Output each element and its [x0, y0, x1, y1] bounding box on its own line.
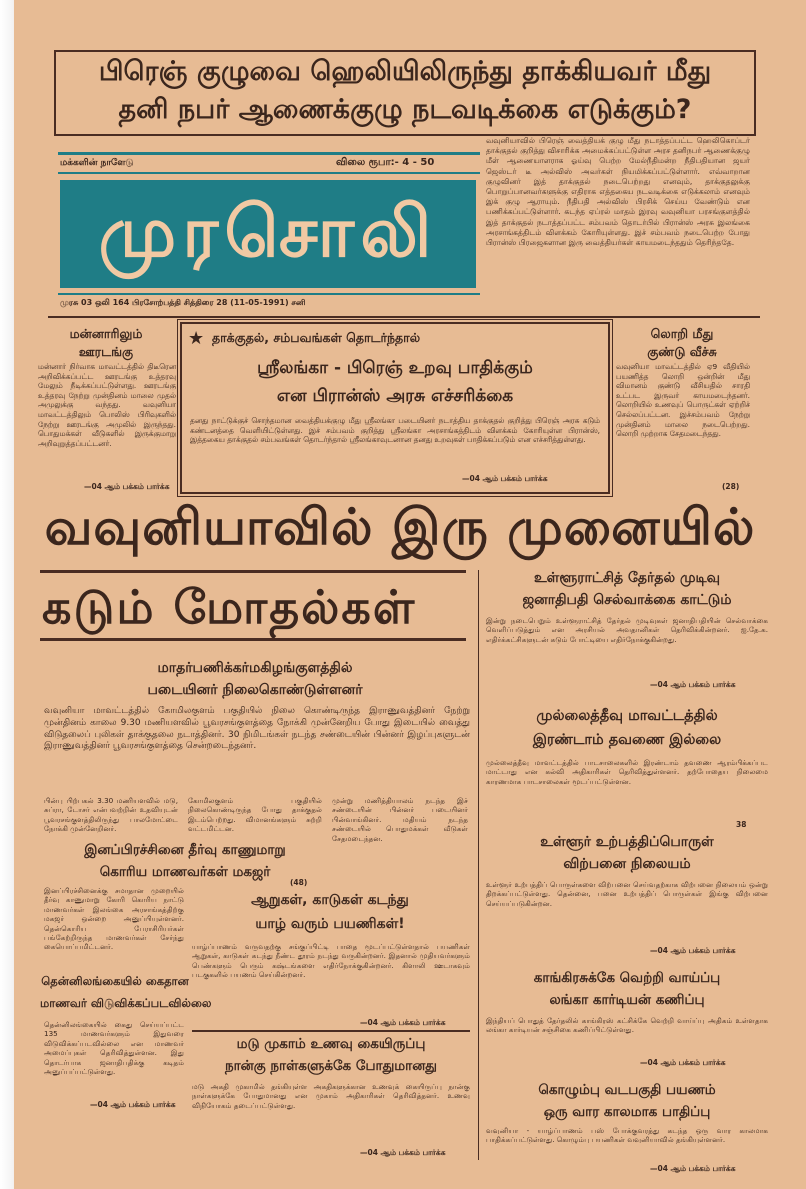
mullaitivu-continued: 38: [736, 820, 747, 829]
madhu-body: மடு அகதி முகாமில் தங்கியுள்ள அகதிகளுக்கான உணவுக் கையிருப்பு நான்கு நாள்களுக்கே போதுமானது என முகாம் அதிகாரிகள் தெரிவித்தனர். உணவு விநியோகம் தடைப்பட்டுள்ளது.: [192, 1082, 470, 1110]
price-label: விலை ரூபா:- 4 - 50: [336, 157, 435, 168]
top-story-body: வவுனியாவில் பிரெஞ் வைத்தியக் குழு மீது நடாத்தப்பட்ட ஹெலிகொப்டர் தாக்குதல் குறித்து விசாரிக்க அமைக்கப்பட்டுள்ள அரச தனிநபர் ஆணைக்குழு மீள் ஆணையாளராக ஓய்வு பெற்ற மேல்நீதிமன்ற நீதிபதியான ஜயர் ஜெஸ்டர் டீ அல்விஸ் அவர்கள் நியமிக்கப்பட்டுள்ளார். எவ்வாறான குழுவினர் இத் தாக்குதல் நடைபெற்றது எனவும், தாக்குதலுக்கு பொறுப்பானவர்களுக்கு எதிராக எத்தகைய நடவடிக்கை எடுக்கலாம் எனவும் இக் குழு ஆராயும். நீதிபதி அல்விஸ் பிரசிக் செய்ய வேண்டும் என பணிக்கப்பட்டுள்ளார். கடந்த ஏப்ரல் மாதம் இரவு வவுனியா பரசங்குளத்தில் இத் தாக்குதல் நடாத்தப்பட்ட சம்பவம் தொடர்பில் பிரான்ஸ் அரசு இலங்கை அரசாங்கத்திடம் விளக்கம் கோரியுள்ளது. இச் சம்பவம் நடைபெற்ற போது பிரான்ஸ் பிரஜைகளான இரு வைத்தியர்கள் காயமடைந்ததும் தெரிந்ததே.: [486, 136, 750, 248]
students-headline-line2: கொரிய மாணவர்கள் மகஜர்: [99, 864, 271, 880]
south-headline-line1: தென்னிலங்கையில் கைதான: [41, 974, 189, 988]
colombo-headline-line2: ஒரு வார காலமாக பாதிப்பு: [543, 1104, 711, 1120]
main-subhead-line2: படையினர் நிலைகொண்டுள்ளனர்: [147, 682, 363, 698]
south-continued: —04 ஆம் பக்கம் பார்க்க: [90, 1100, 176, 1109]
goods-headline-line2: விற்பனை நிலையம்: [563, 856, 691, 872]
goods-continued: —04 ஆம் பக்கம் பார்க்க: [650, 946, 736, 955]
left-story-continued: —04 ஆம் பக்கம் பார்க்க: [84, 482, 170, 491]
congress-body: இந்தியப் பொதுத் தேர்தலில் காங்கிரஸ் கட்சிக்கே வெற்றி வாய்ப்பு அதிகம் உள்ளதாக லங்கா கார்டியன் சஞ்சிகை கணிப்பிட்டுள்ளது.: [486, 1016, 768, 1035]
france-body: தனது நாட்டுக்குச் சொந்தமான வைத்தியக்குழு மீது ஸ்ரீலங்கா படையினர் நடாத்திய தாக்குதல் குறித்து பிரெஞ் அரசு கடும் கண்டனத்தை வெளியிட்டுள்ளது. இச் சம்பவம் குறித்து ஸ்ரீலங்கா அரசாங்கத்திடம் விளக்கம் கோரியுள்ள பிரான்ஸ், இத்தகைய தாக்குதல் சம்பவங்கள் தொடர்ந்தால் ஸ்ரீலங்காவுடனான தனது உறவுகள் பாதிக்கப்படும் என எச்சரித்துள்ளது.: [190, 416, 600, 445]
colombo-continued: —04 ஆம் பக்கம் பார்க்க: [650, 1164, 736, 1173]
left-headline-line1: மன்னாரிலும்: [69, 326, 143, 341]
front-page: [30, 30, 786, 1180]
madhu-headline-line1: மடு முகாம் உணவு கையிருப்பு: [236, 1036, 426, 1052]
france-headline-line1: ஸ்ரீலங்கா - பிரெஞ் உறவு பாதிக்கும்: [257, 358, 533, 378]
south-headline-line2: மாணவர் விடுவிக்கப்படவில்லை: [40, 996, 212, 1010]
mullaitivu-headline-line2: இரண்டாம் தவணை இல்லை: [532, 732, 722, 748]
left-story-body: மன்னார் நிர்வாக மாவட்டத்தில் திடீரென அறிவிக்கப்பட்ட ஊரடங்கு உத்தரவு மேலும் நீடிக்கப்பட்டுள்ளது. ஊரடங்கு உத்தரவு நேற்று முன்தினம் மாலை முதல் அமுலுக்கு வந்தது. வவுனியா மாவட்டத்திலும் பொலிஸ் பிரிவுகளில் நேற்று ஊரடங்கு அமுலில் இருந்தது. பொதுமக்கள் வீடுகளில் இருக்குமாறு அறிவுறுத்தப்பட்டனர்.: [38, 362, 176, 448]
students-body: இனப்பிரச்சினைக்கு சமாதான முறையில் தீர்வு காணுமாறு கோரி கொரிய நாட்டு மாணவர்கள் இலங்கை அரசாங்கத்திற்கு மகஜர் ஒன்றை அனுப்பியுள்ளனர். தென்கொரிய பேராசிரியர்கள் பங்கேற்றிருந்த மாணவர்கள் சேர்ந்து கையொப்பமிட்டனர்.: [44, 886, 184, 952]
masthead-title-banner: [60, 180, 476, 288]
colombo-body: வவுனியா - யாழ்ப்பாணம் பஸ் போக்குவரத்து கடந்த ஒரு வார காலமாக பாதிக்கப்பட்டுள்ளது. கொழும்பு பயணிகள் வவுனியாவில் தங்கியுள்ளனர்.: [486, 1126, 768, 1145]
congress-continued: —04 ஆம் பக்கம் பார்க்க: [640, 1058, 726, 1067]
right-headline-line1: லொறி மீது: [650, 326, 714, 341]
top-story-headline-box: [54, 50, 756, 136]
masthead-title: முரசொலி: [98, 191, 438, 273]
mullaitivu-body: முல்லைத்தீவு மாவட்டத்தில் பாடசாலைகளில் இரண்டாம் தவணை ஆரம்பிக்கப்பட மாட்டாது என கல்வி அதிகாரிகள் தெரிவித்துள்ளனர். தற்போதைய நிலைமை காரணமாக பாடசாலைகள் மூடப்பட்டுள்ளன.: [486, 758, 768, 786]
congress-headline-line1: காங்கிரசுக்கே வெற்றி வாய்ப்பு: [533, 970, 721, 986]
main-headline-line2: கடும் மோதல்கள்: [42, 580, 417, 634]
star-icon: ★: [188, 328, 205, 349]
rivers-headline-line2: யாழ் வரும் பயணிகள்!: [255, 916, 405, 932]
election-continued: —04 ஆம் பக்கம் பார்க்க: [650, 680, 736, 689]
top-headline-line2: தனி நபர் ஆணைக்குழு நடவடிக்கை எடுக்கும்?: [118, 94, 692, 125]
students-continued: (48): [290, 878, 308, 887]
main-headline-line1: வவுனியாவில் இரு முனையில்: [44, 498, 756, 556]
date-line: முரசு 03 ஒலி 164 பிரசோற்பத்தி சித்திரை 28 (11-05-1991) சனி: [60, 298, 306, 307]
masthead-top-rule: [58, 152, 480, 155]
right-headline-line2: குண்டு வீச்சு: [647, 344, 717, 359]
students-headline-line1: இனப்பிரச்சினை தீர்வு காணுமாறு: [84, 842, 286, 858]
congress-headline-line2: லங்கா கார்டியன் கணிப்பு: [549, 992, 705, 1008]
madhu-rule: [192, 1030, 470, 1032]
mullaitivu-headline-line1: முல்லைத்தீவு மாவட்டத்தில்: [536, 708, 718, 724]
main-story-col2: கோமிலகுளம் பகுதியில் நிலைகொண்டிருந்த போது தாக்குதல் இடம்பெற்றது. விமானங்களும் சுற்றி வட்டமிட்டன.: [188, 796, 322, 834]
column-divider: [478, 570, 479, 1160]
masthead-rule-3: [58, 293, 480, 295]
rivers-headline-line1: ஆறுகள், காடுகள் கடந்து: [251, 892, 409, 908]
main-story-col1: பின்பு பிற்பகல் 3.30 மணியளவில் மடு, சுப்ரா, டோசர் என்பவற்றின் உதவியுடன் பூவரசங்குளத்திலிருந்து பாலமோட்டை நோக்கி முன்னேறினர்.: [44, 796, 178, 834]
goods-body: உள்ளூர் உற்பத்திப் பொருள்களை விற்பனை செய்வதற்காக விற்பனை நிலையம் ஒன்று திறக்கப்பட்டுள்ளது. தென்னை, பனை உற்பத்திப் பொருள்கள் இங்கு விற்பனை செய்யப்படுகின்றன.: [486, 880, 768, 908]
main-subhead-rule: [40, 638, 466, 641]
france-story-box: [180, 322, 610, 494]
madhu-continued: —04 ஆம் பக்கம் பார்க்க: [360, 1148, 446, 1157]
madhu-headline-line2: நான்கு நாள்களுக்கே போதுமானது: [224, 1058, 438, 1074]
rivers-continued: —04 ஆம் பக்கம் பார்க்க: [360, 1018, 446, 1027]
main-story-col3: முன்று மணித்தியாலம் நடந்த இச் சண்டையின் பின்னர் படையினர் பின்வாங்கினர். மதியம் நடந்த சண்டையில் பொதுமக்கள் வீடுகள் சேதமடைந்தன.: [332, 796, 468, 843]
masthead-tagline: மக்களின் நாளேடு: [60, 158, 134, 168]
section-rule-1: [48, 316, 760, 318]
right-story-continued: (28): [722, 482, 740, 491]
goods-headline-line1: உள்ளூர் உற்பத்திப்பொருள்: [540, 834, 714, 850]
main-subhead-line1: மாதர்பணிக்கர்மகிழங்குளத்தில்: [157, 660, 353, 676]
colombo-headline-line1: கொழும்பு வடபகுதி பயணம்: [538, 1082, 716, 1098]
election-headline-line1: உள்ளூராட்சித் தேர்தல் முடிவு: [533, 570, 721, 586]
election-headline-line2: ஜனாதிபதி செல்வாக்கை காட்டும்: [522, 592, 732, 608]
right-story-body: வவுனியா மாவட்டத்தில் ஏ9 வீதியில் பயணித்த லொறி ஒன்றின் மீது விமானம் குண்டு வீசியதில் சாரதி உட்பட இருவர் காயமடைந்தனர். லொறியில் உணவுப் பொருட்கள் ஏற்றிச் செல்லப்பட்டன. இச்சம்பவம் நேற்று முன்தினம் மாலை நடைபெற்றது. லொறி முற்றாக சேதமடைந்தது.: [616, 362, 750, 439]
main-headline-rule: [40, 570, 466, 573]
rivers-body: யாழ்ப்பாணம் வருவதற்கு சங்குப்பிட்டி பாதை மூடப்பட்டுள்ளதால் பயணிகள் ஆறுகள், காடுகள் கடந்து நீண்ட தூரம் நடந்து வருகின்றனர். இதனால் முதியவர்களும் பெண்களும் பெரும் கஷ்டங்களை எதிர்நோக்குகின்றனர். கிளாலி ஊடாகவும் படகுகளில் பயணம் செய்கின்றனர்.: [192, 942, 470, 980]
election-body: இன்று நடைபெறும் உள்ளூராட்சித் தேர்தல் முடிவுகள் ஜனாதிபதியின் செல்வாக்கை வெளிப்படுத்தும் என அரசியல் அவதானிகள் தெரிவிக்கின்றனர். ஐ.தே.க. எதிர்க்கட்சிகளுடன் கடும் போட்டியை எதிர்நோக்குகின்றது.: [486, 616, 768, 644]
france-continued: —04 ஆம் பக்கம் பார்க்க: [462, 474, 548, 483]
france-kicker: தாக்குதல், சம்பவங்கள் தொடர்ந்தால்: [212, 330, 421, 345]
main-story-lead: வவுனியா மாவட்டத்தில் கோமிலகுளம் பகுதியில் நிலை கொண்டிருந்த இராணுவத்தினர் நேற்று முன்தினம் காலை 9.30 மணியளவில் பூவரசங்குளத்தை நோக்கி முன்னேறிய போது இடையில் வைத்து விடுதலைப் புலிகள் தாக்குதலை நடாத்தினர். 30 நிமிடங்கள் நடந்த சண்டையின் பின்னர் இழப்புகளுடன் இராணுவத்தினர் பூவரசங்குளத்தை சென்றடைந்தனர்.: [44, 706, 470, 752]
left-headline-line2: ஊரடங்கு: [78, 344, 134, 359]
top-headline-line1: பிரெஞ் குழுவை ஹெலியிலிருந்து தாக்கியவர் மீது: [98, 56, 712, 87]
south-body: தென்னிலங்கையில் கைது செய்யப்பட்ட 135 மாணவர்களும் இதுவரை விடுவிக்கப்படவில்லை என மாணவர் அமைப்புகள் தெரிவித்துள்ளன. இது தொடர்பாக ஜனாதிபதிக்கு கடிதம் அனுப்பப்பட்டுள்ளது.: [44, 1020, 184, 1077]
masthead-rule-2: [58, 172, 480, 174]
france-headline-line2: என பிரான்ஸ் அரசு எச்சரிக்கை: [276, 386, 514, 406]
